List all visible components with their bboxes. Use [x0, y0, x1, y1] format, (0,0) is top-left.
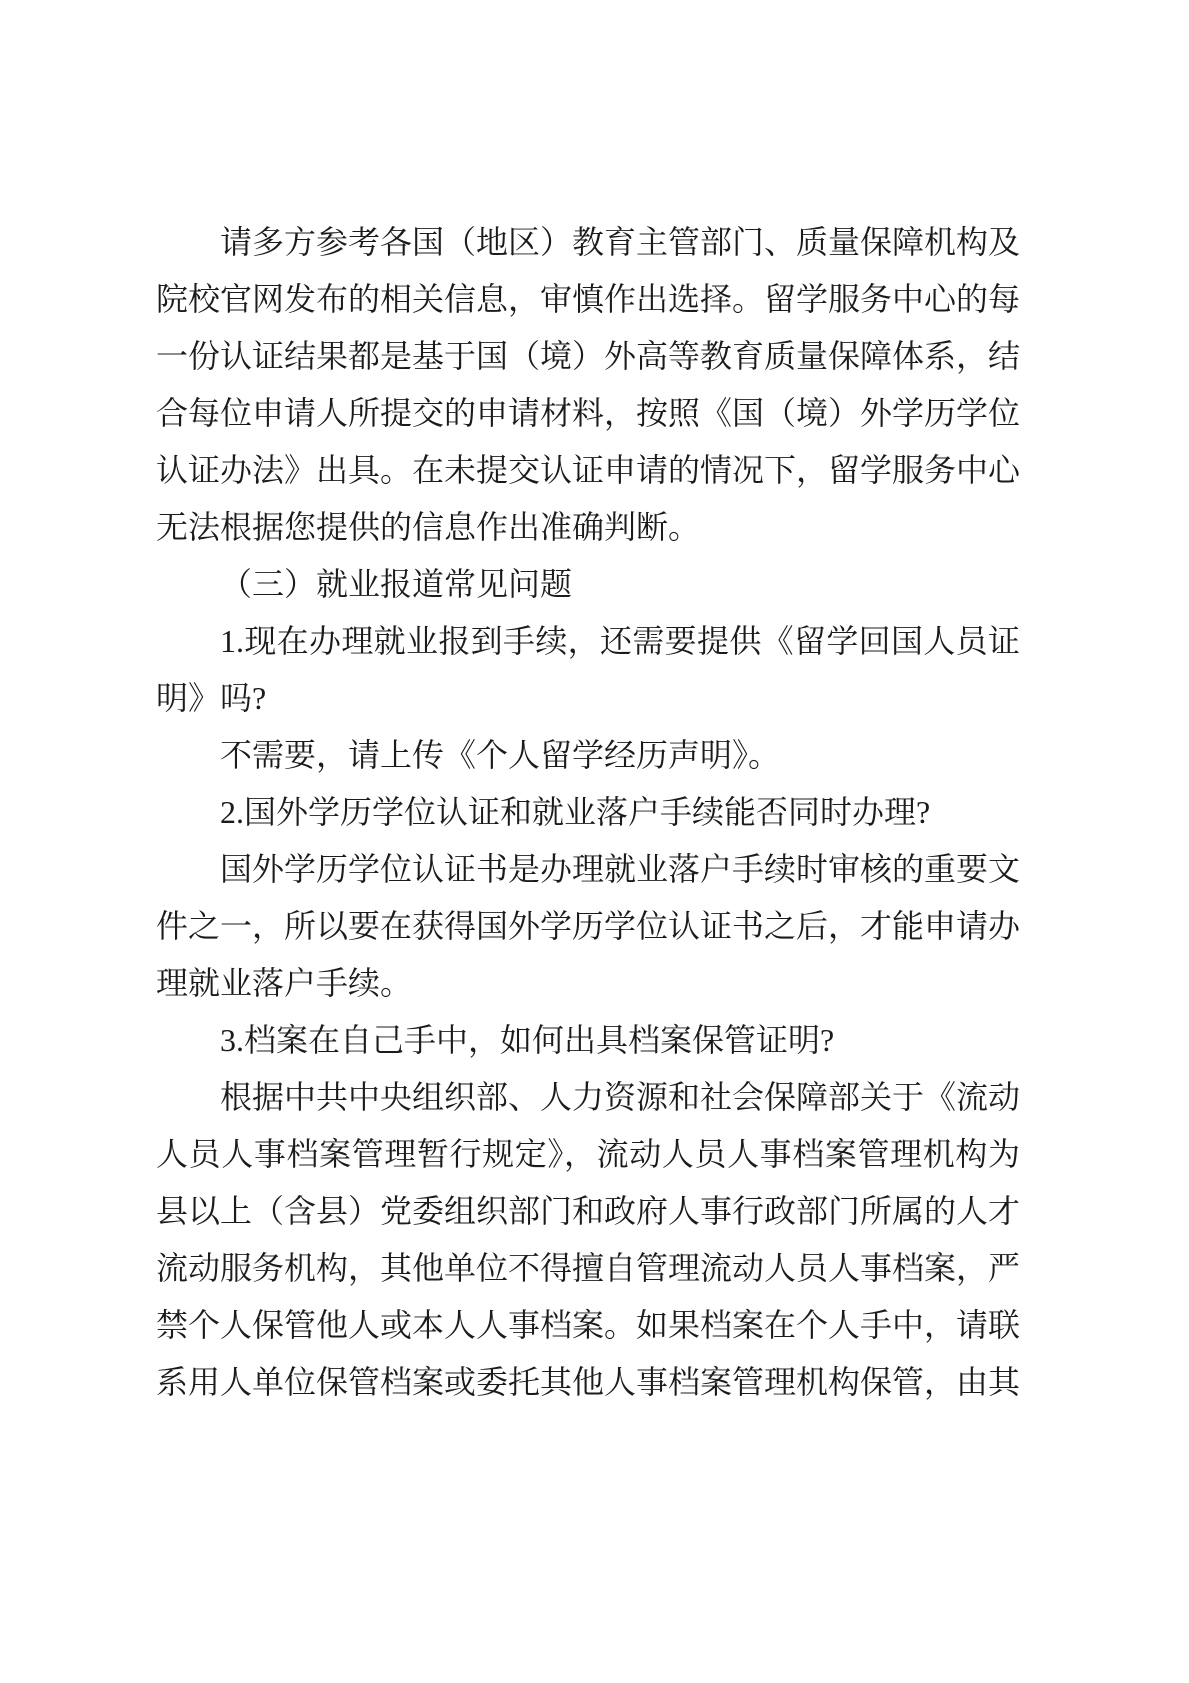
answer-2: 国外学历学位认证书是办理就业落户手续时审核的重要文件之一，所以要在获得国外学历学位认证书之后，才能申请办理就业落户手续。	[156, 851, 1021, 1001]
question-3: 3.档案在自己手中，如何出具档案保管证明?	[220, 1022, 835, 1058]
answer-1: 不需要，请上传《个人留学经历声明》。	[220, 737, 781, 773]
answer-3: 根据中共中央组织部、人力资源和社会保障部关于《流动人员人事档案管理暂行规定》，流动人员人事档案管理机构为县以上（含县）党委组织部门和政府人事行政部门所属的人才流动服务机构，其他单位不得擅自管理流动人员人事档案，严禁个人保管他人或本人人事档案。如果档案在个人手中，请联系用人单位保管档案或委托其他人事档案管理机构保管，由其	[156, 1079, 1021, 1400]
question-2: 2.国外学历学位认证和就业落户手续能否同时办理?	[220, 794, 931, 830]
intro-paragraph: 请多方参考各国（地区）教育主管部门、质量保障机构及院校官网发布的相关信息，审慎作出选择。留学服务中心的每一份认证结果都是基于国（境）外高等教育质量保障体系，结合每位申请人所提交的申请材料，按照《国（境）外学历学位认证办法》出具。在未提交认证申请的情况下，留学服务中心无法根据您提供的信息作出准确判断。	[156, 224, 1021, 545]
section-heading: （三）就业报道常见问题	[220, 566, 573, 602]
question-1: 1.现在办理就业报到手续，还需要提供《留学回国人员证明》吗?	[156, 623, 1020, 716]
document-text-block	[156, 214, 1020, 1411]
